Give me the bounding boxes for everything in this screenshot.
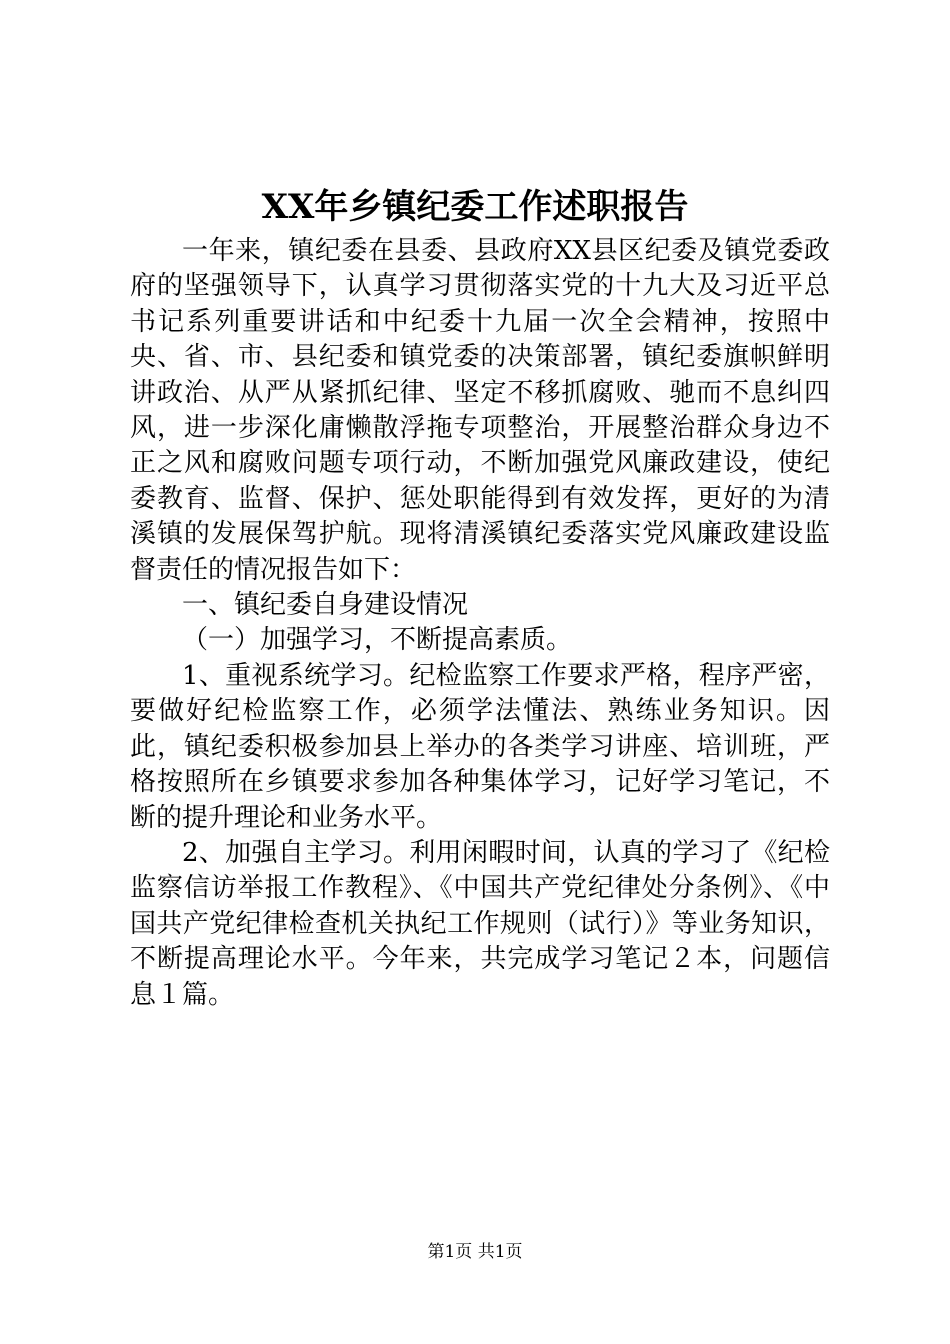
page-number-footer: 第1页 共1页 xyxy=(427,1242,523,1262)
item-paragraph-1: 1、重视系统学习。纪检监察工作要求严格，程序严密，要做好纪检监察工作，必须学法懂法、熟练业务知识。因此，镇纪委积极参加县上举办的各类学习讲座、培训班，严格按照所在乡镇要求参加各种集体学习，记好学习笔记，不断的提升理论和业务水平。 xyxy=(130,660,830,833)
intro-paragraph: 一年来，镇纪委在县委、县政府XX县区纪委及镇党委政府的坚强领导下，认真学习贯彻落实党的十九大及习近平总书记系列重要讲话和中纪委十九届一次全会精神，按照中央、省、市、县纪委和镇党委的决策部署，镇纪委旗帜鲜明讲政治、从严从紧抓纪律、坚定不移抓腐败、驰而不息纠四风，进一步深化庸懒散浮拖专项整治，开展整治群众身边不正之风和腐败问题专项行动，不断加强党风廉政建设，使纪委教育、监督、保护、惩处职能得到有效发挥，更好的为清溪镇的发展保驾护航。现将清溪镇纪委落实党风廉政建设监督责任的情况报告如下： xyxy=(130,236,830,585)
section-heading-1: 一、镇纪委自身建设情况 xyxy=(182,590,469,621)
subsection-heading-1: （一）加强学习，不断提高素质。 xyxy=(182,625,573,656)
item-paragraph-2: 2、加强自主学习。利用闲暇时间，认真的学习了《纪检监察信访举报工作教程》、《中国共产党纪律处分条例》、《中国共产党纪律检查机关执纪工作规则（试行）》等业务知识，不断提高理论水平。今年来，共完成学习笔记２本，问题信息１篇。 xyxy=(130,837,830,1010)
document-title: XX年乡镇纪委工作述职报告 xyxy=(261,187,689,227)
document-body xyxy=(130,234,830,1013)
